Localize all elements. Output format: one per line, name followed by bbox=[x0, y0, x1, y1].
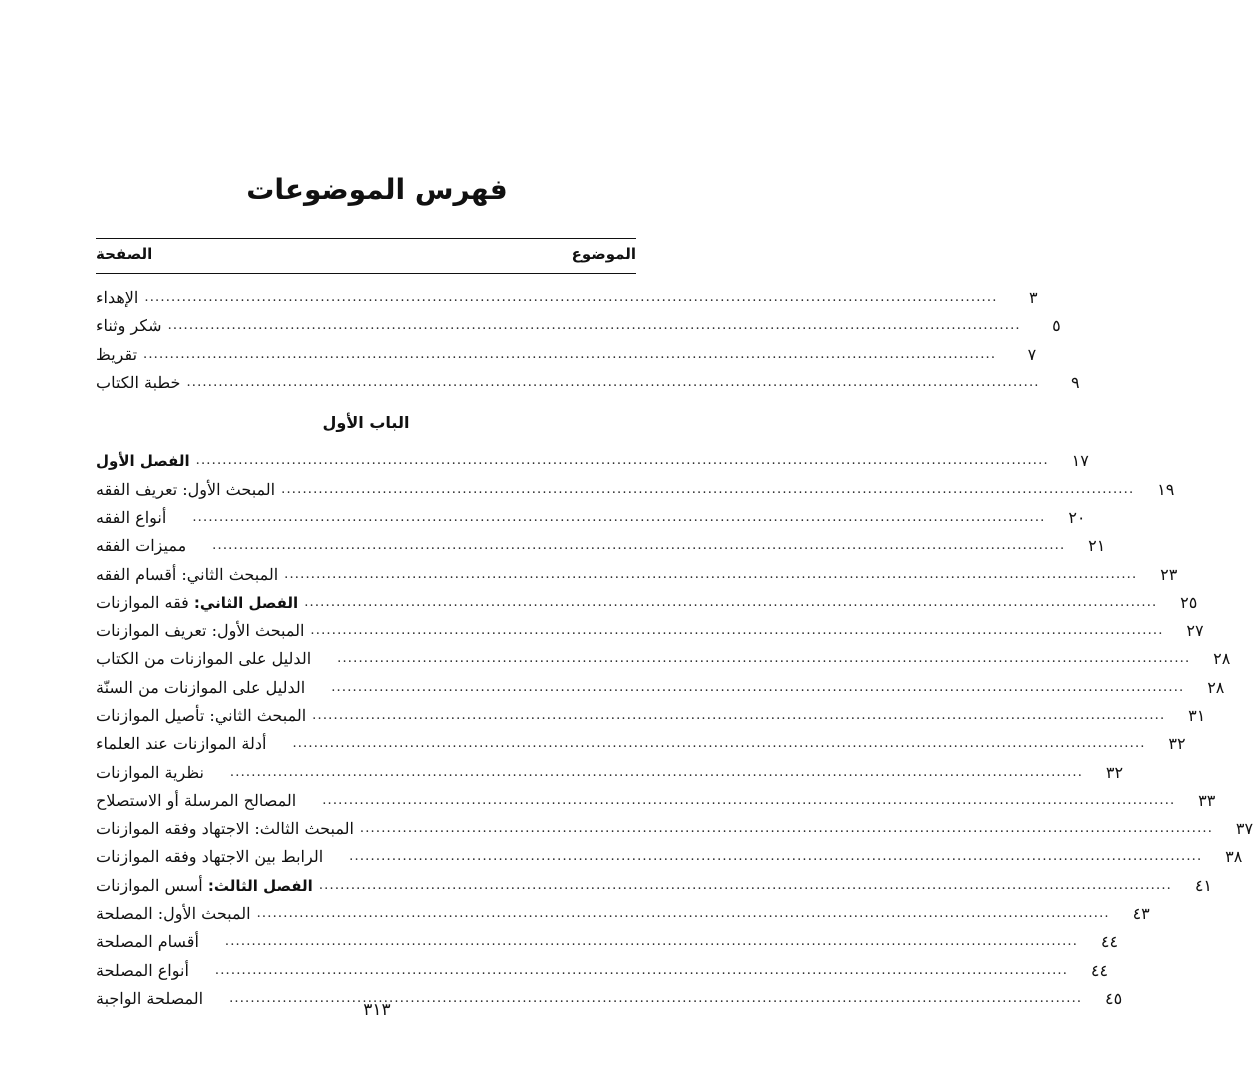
toc-entry-label: المبحث الأول: المصلحة bbox=[96, 904, 251, 924]
dot-leader: ................................................................................................................................................................ bbox=[167, 318, 1021, 334]
toc-entry bbox=[96, 957, 1109, 985]
toc-page-number: ٢١ bbox=[1088, 536, 1106, 556]
dot-leader: ................................................................................................................................................................ bbox=[331, 679, 1185, 695]
toc-entry-title bbox=[96, 589, 298, 617]
toc-page-number: ٣٨ bbox=[1225, 847, 1243, 867]
dot-leader: ................................................................................................................................................................ bbox=[229, 990, 1083, 1006]
toc-entry-title bbox=[96, 815, 354, 843]
front-matter-list bbox=[96, 284, 1080, 397]
page-title: فهرس الموضوعات bbox=[246, 173, 508, 206]
toc-entry bbox=[96, 447, 1089, 475]
toc-entry-label: المبحث الأول: تعريف الفقه bbox=[96, 479, 276, 499]
toc-entry-title bbox=[96, 900, 251, 928]
dot-leader: ................................................................................................................................................................ bbox=[192, 509, 1046, 525]
toc-entry bbox=[96, 532, 1106, 560]
toc-entry-title bbox=[96, 617, 304, 645]
toc-entry bbox=[96, 475, 1175, 503]
toc-entry-title bbox=[96, 787, 296, 815]
header-bottom-rule bbox=[96, 273, 636, 274]
toc-page-number: ١٧ bbox=[1071, 451, 1089, 471]
toc-entry bbox=[96, 617, 1204, 645]
toc-entry-label: الإهداء bbox=[96, 288, 139, 308]
toc-page-number: ٤٤ bbox=[1100, 932, 1119, 952]
dot-leader: ................................................................................................................................................................ bbox=[143, 346, 997, 362]
dot-leader: ................................................................................................................................................................ bbox=[312, 708, 1166, 723]
toc-entry-label: المبحث الثاني: تأصيل الموازنات bbox=[96, 706, 307, 725]
toc-page-number: ٣١ bbox=[1188, 706, 1206, 725]
toc-entry bbox=[96, 872, 1212, 900]
dot-leader: ................................................................................................................................................................ bbox=[186, 375, 1040, 391]
topic-column-header: الموضوع bbox=[571, 245, 636, 263]
toc-entry-label: مميزات الفقه bbox=[96, 536, 187, 556]
toc-entry-label: المصلحة الواجبة bbox=[96, 988, 204, 1008]
toc-entry bbox=[96, 928, 1119, 956]
toc-entry bbox=[96, 284, 1038, 312]
dot-leader: ................................................................................................................................................................ bbox=[224, 934, 1079, 950]
toc-entry-title bbox=[96, 532, 186, 560]
toc-page-number: ٣٢ bbox=[1105, 762, 1124, 782]
toc-entry-label: الرابط بين الاجتهاد وفقه الموازنات bbox=[96, 847, 324, 867]
toc-entry-label: نظرية الموازنات bbox=[96, 762, 204, 782]
toc-entry-title bbox=[96, 674, 305, 702]
toc-page-number: ٤٤ bbox=[1090, 960, 1109, 980]
toc-page-number: ٣٢ bbox=[1168, 734, 1186, 754]
toc-page-number: ٢٨ bbox=[1207, 677, 1225, 697]
toc-entry-title bbox=[96, 284, 138, 312]
dot-leader: ................................................................................................................................................................ bbox=[304, 594, 1158, 610]
toc-page-number: ١٩ bbox=[1157, 479, 1175, 499]
toc-entry bbox=[96, 504, 1086, 532]
toc-page-number: ٧ bbox=[1027, 344, 1037, 364]
toc-entry-title bbox=[96, 957, 189, 985]
toc-entry bbox=[96, 815, 1253, 843]
toc-entry-label: الدليل على الموازنات من الكتاب bbox=[96, 649, 312, 669]
dot-leader: ................................................................................................................................................................ bbox=[256, 906, 1110, 922]
toc-entry-label: تقريظ bbox=[96, 344, 138, 364]
header-top-rule bbox=[96, 238, 636, 239]
toc-entry bbox=[96, 702, 1206, 730]
toc-entry-title bbox=[96, 476, 275, 504]
toc-entry bbox=[96, 787, 1216, 815]
page-number: ٣١٣ bbox=[363, 1000, 391, 1020]
toc-entry bbox=[96, 843, 1243, 871]
dot-leader: ................................................................................................................................................................ bbox=[212, 538, 1066, 554]
toc-page-number: ٢٧ bbox=[1186, 621, 1204, 641]
toc-entry-title bbox=[96, 447, 190, 475]
toc-entry-title bbox=[96, 561, 278, 589]
toc-entry-label: أنواع المصلحة bbox=[96, 960, 189, 980]
toc-entry-label: الفصل الأول bbox=[96, 452, 190, 471]
toc-entry-title bbox=[96, 759, 204, 787]
toc-entry bbox=[96, 758, 1124, 786]
toc-entry-title bbox=[96, 702, 306, 730]
toc-entry-label: الدليل على الموازنات من السنّة bbox=[96, 677, 306, 697]
dot-leader: ................................................................................................................................................................ bbox=[359, 821, 1214, 837]
toc-entry-label: أقسام المصلحة bbox=[96, 932, 199, 952]
toc-entry-title bbox=[96, 369, 180, 397]
toc-entry bbox=[96, 369, 1080, 397]
dot-leader: ................................................................................................................................................................ bbox=[214, 962, 1069, 978]
toc-entry-title bbox=[96, 843, 323, 871]
toc-entry-label: أنواع الفقه bbox=[96, 507, 167, 527]
toc-entry-title bbox=[96, 928, 199, 956]
dot-leader: ................................................................................................................................................................ bbox=[310, 623, 1164, 639]
dot-leader: ................................................................................................................................................................ bbox=[284, 566, 1138, 582]
dot-leader: ................................................................................................................................................................ bbox=[144, 290, 998, 306]
toc-page-number: ٢٣ bbox=[1160, 564, 1178, 584]
toc-page-number: ٣ bbox=[1028, 288, 1038, 308]
dot-leader: ................................................................................................................................................................ bbox=[337, 651, 1191, 667]
toc-page-number: ٩ bbox=[1071, 373, 1080, 393]
toc-entry bbox=[96, 589, 1198, 617]
page-column-header: الصفحة bbox=[96, 245, 153, 263]
toc-page-number: ٤١ bbox=[1194, 875, 1212, 895]
toc-entry-title bbox=[96, 312, 162, 340]
toc-entry-label: خطبة الكتاب bbox=[96, 373, 181, 393]
toc-page-number: ٢٨ bbox=[1213, 649, 1231, 669]
toc-entry-title bbox=[96, 872, 313, 900]
toc-entry bbox=[96, 730, 1186, 758]
toc-entry-subtitle: فقه الموازنات bbox=[96, 592, 194, 612]
toc-entry-label: شكر وثناء bbox=[96, 316, 162, 336]
dot-leader: ................................................................................................................................................................ bbox=[349, 849, 1203, 865]
toc-page-number: ٢٠ bbox=[1068, 507, 1086, 527]
toc-page-number: ٤٥ bbox=[1105, 988, 1123, 1008]
toc-entry-label: المبحث الثاني: أقسام الفقه bbox=[96, 564, 279, 584]
dot-leader: ................................................................................................................................................................ bbox=[322, 792, 1176, 808]
toc-entry-label: أدلة الموازنات عند العلماء bbox=[96, 734, 267, 754]
dot-leader: ................................................................................................................................................................ bbox=[229, 764, 1084, 780]
toc-entry-title bbox=[96, 341, 137, 369]
chapter-list bbox=[96, 447, 1253, 1013]
toc-entry bbox=[96, 645, 1231, 673]
toc-page-number: ٤٣ bbox=[1132, 904, 1150, 924]
dot-leader: ................................................................................................................................................................ bbox=[281, 481, 1135, 497]
toc-entry-title bbox=[96, 504, 166, 532]
toc-entry bbox=[96, 341, 1037, 369]
toc-entry-title bbox=[96, 730, 266, 758]
toc-page-number: ٣٣ bbox=[1198, 790, 1216, 810]
toc-entry-label: المبحث الأول: تعريف الموازنات bbox=[96, 621, 305, 641]
toc-page-number: ٥ bbox=[1052, 316, 1061, 336]
table-of-contents bbox=[96, 284, 1253, 1013]
dot-leader: ................................................................................................................................................................ bbox=[318, 877, 1172, 893]
toc-entry bbox=[96, 900, 1150, 928]
toc-entry bbox=[96, 674, 1225, 702]
toc-entry-subtitle: أسس الموازنات bbox=[96, 875, 208, 895]
part-heading: الباب الأول bbox=[322, 412, 410, 432]
toc-page-number: ٣٧ bbox=[1235, 819, 1253, 839]
toc-entry-label: الفصل الثالث: bbox=[207, 876, 313, 895]
dot-leader: ................................................................................................................................................................ bbox=[195, 453, 1049, 469]
toc-entry bbox=[96, 312, 1061, 340]
toc-entry-label: المبحث الثالث: الاجتهاد وفقه الموازنات bbox=[96, 819, 354, 839]
toc-entry bbox=[96, 560, 1178, 588]
dot-leader: ................................................................................................................................................................ bbox=[292, 736, 1146, 752]
toc-entry-label: الفصل الثاني: bbox=[193, 593, 299, 612]
toc-page-number: ٢٥ bbox=[1180, 592, 1198, 612]
toc-entry-title bbox=[96, 645, 311, 673]
toc-entry-label: المصالح المرسلة أو الاستصلاح bbox=[96, 790, 297, 810]
